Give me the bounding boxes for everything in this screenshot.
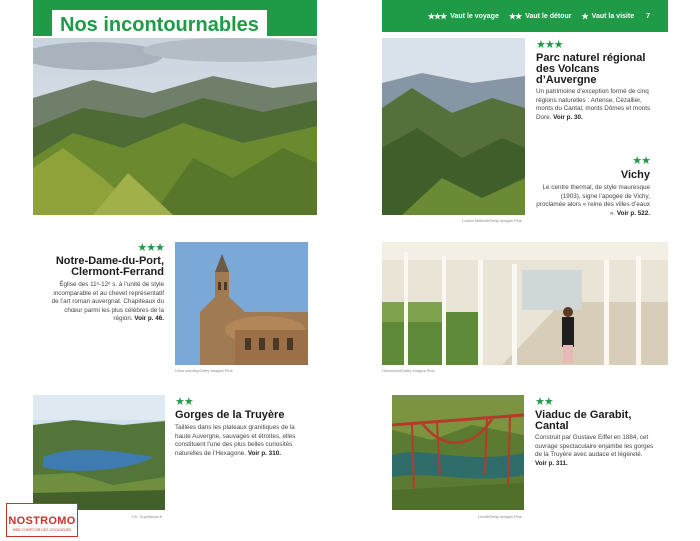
photo-credit-truyere: Ch. Guy/hemis.fr bbox=[132, 514, 163, 519]
rating-stars: ★★★ bbox=[137, 242, 164, 254]
entry-ref-truyere: Voir p. 310. bbox=[247, 449, 281, 457]
entry-desc-vichy: Le centre thermal, de style mauresque (1903), signe l’apogée de Vichy, proclamée alors « reine des villes d’eaux ». bbox=[536, 184, 650, 217]
rating-stars: ★★ bbox=[175, 396, 193, 408]
rating-stars: ★★★ bbox=[536, 39, 563, 51]
page-number: 7 bbox=[646, 12, 650, 20]
entry-ref-garabit: Voir p. 311. bbox=[535, 459, 568, 467]
legend-label-1: Vaut la visite bbox=[591, 12, 635, 20]
photo-vichy-colonnade bbox=[382, 242, 668, 365]
entry-title-volcans: Parc naturel régional des Volcans d’Auvergne bbox=[536, 52, 646, 86]
entry-ref-notre-dame: Voir p. 46. bbox=[134, 315, 164, 322]
rating-stars: ★★ bbox=[535, 396, 553, 408]
entry-text-garabit bbox=[535, 434, 655, 468]
photo-volcans-park bbox=[382, 38, 525, 215]
entry-desc-garabit: Construit par Gustave Eiffel en 1884, cet ouvrage spectaculaire enjambe les gorges de la Truyère avec audace et légèreté. bbox=[535, 434, 654, 458]
entry-title-notre-dame: Notre-Dame-du-Port, Clermont-Ferrand bbox=[55, 255, 164, 278]
header-bar-right bbox=[382, 0, 668, 32]
photo-volcano-landscape bbox=[33, 38, 317, 215]
photo-notre-dame-du-port bbox=[175, 242, 308, 365]
page-title: Nos incontournables bbox=[52, 10, 267, 36]
entry-title-garabit: Viaduc de Garabit, Cantal bbox=[535, 409, 632, 432]
photo-gorges-truyere bbox=[33, 395, 165, 510]
legend-stars-2: ★★ bbox=[508, 11, 522, 21]
entry-title-truyere: Gorges de la Truyère bbox=[175, 409, 285, 421]
entry-text-truyere bbox=[175, 424, 307, 458]
entry-text-vichy bbox=[530, 184, 650, 218]
photo-credit-garabit: Lbmtf/Getty Images Plus bbox=[478, 514, 522, 519]
photo-credit-vichy: Hoossvest/Getty Images Plus bbox=[382, 368, 435, 373]
photo-viaduc-garabit bbox=[392, 395, 524, 510]
photo-credit-notre-dame: Hoss aviodsy/Getty Images Plus bbox=[175, 368, 233, 373]
entry-text-volcans bbox=[536, 88, 654, 122]
legend-label-3: Vaut le voyage bbox=[450, 12, 499, 20]
entry-desc-truyere: Taillées dans les plateaux granitiques de la haute Auvergne, sauvages et étroites, elles constituent l’une des plus belles curiosités naturelles de l’Hexagone. bbox=[175, 424, 296, 457]
entry-ref-vichy: Voir p. 522. bbox=[616, 209, 650, 217]
entry-ref-volcans: Voir p. 30. bbox=[553, 113, 583, 121]
rating-stars: ★★ bbox=[632, 155, 650, 167]
logo-name: NOSTROMO bbox=[8, 515, 76, 527]
legend-stars-1: ★ bbox=[581, 11, 588, 21]
entry-title-vichy: Vichy bbox=[620, 169, 650, 181]
logo-tagline: WEB COMPTOIR DES VOYAGEURS bbox=[12, 528, 72, 532]
entry-text-notre-dame bbox=[48, 281, 164, 324]
entry-desc-volcans: Un patrimoine d’exception formé de cinq régions naturelles : Artense, Cézallier, monts du Cantal, monts Dômes et monts Dore. bbox=[536, 88, 651, 121]
legend-stars-3: ★★★ bbox=[427, 11, 447, 21]
nostromo-logo bbox=[6, 503, 78, 537]
entry-desc-notre-dame: Église des 11ᵉ-12ᵉ s. à l’unité de style incomparable et au chevet représentatif de l’art roman auvergnat. Chapiteaux du chœur parmi les plus célèbres de la région. bbox=[51, 281, 164, 322]
photo-credit-volcans: Lucien Mallard/Getty Images Plus bbox=[462, 218, 522, 223]
legend-label-2: Vaut le détour bbox=[525, 12, 572, 20]
